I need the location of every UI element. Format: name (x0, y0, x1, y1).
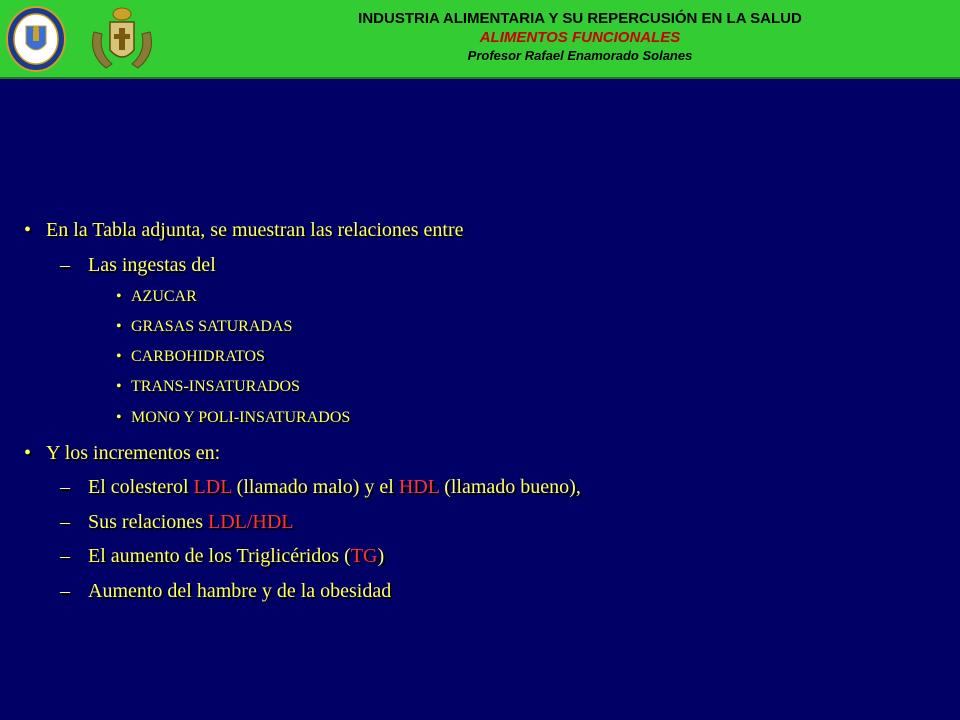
ldl-term: LDL (193, 476, 232, 498)
text-part: (llamado bueno), (439, 476, 581, 498)
ratio-term: LDL/HDL (207, 511, 294, 533)
bullet-icon: • (116, 318, 122, 335)
crest-logo (86, 6, 158, 76)
sub-item-text: Aumento del hambre y de la obesidad (88, 580, 392, 602)
bullet-icon: • (116, 378, 122, 395)
topic-title: ALIMENTOS FUNCIONALES (479, 29, 681, 46)
text-part: ) (377, 545, 385, 567)
bullet-icon: • (116, 288, 122, 305)
bullet-icon: • (116, 409, 122, 426)
list-item-text: CARBOHIDRATOS (131, 348, 265, 365)
list-item-text: GRASAS SATURADAS (131, 318, 293, 335)
university-seal-logo (6, 6, 66, 72)
text-part: El colesterol (88, 476, 194, 498)
slide-header (0, 0, 960, 79)
professor-name: Profesor Rafael Enamorado Solanes (467, 48, 693, 63)
list-item-text: MONO Y POLI-INSATURADOS (131, 409, 351, 426)
sub-item-text: Las ingestas del (88, 254, 216, 276)
bullet-icon: • (24, 219, 32, 241)
bullet-text: Y los incrementos en: (46, 442, 221, 464)
sub-item-text (88, 476, 581, 499)
dash-icon: – (60, 545, 70, 567)
bullet-icon: • (24, 442, 32, 464)
text-part: (llamado malo) y el (231, 476, 399, 498)
dash-icon: – (60, 476, 70, 498)
bullet-icon: • (116, 348, 122, 365)
header-titles (200, 10, 960, 65)
course-title: INDUSTRIA ALIMENTARIA Y SU REPERCUSIÓN EN LA SALUD (358, 10, 802, 27)
dash-icon: – (60, 254, 70, 276)
hdl-term: HDL (398, 476, 440, 498)
dash-icon: – (60, 511, 70, 533)
tg-term: TG (350, 545, 378, 567)
sub-item-text (88, 545, 384, 568)
bullet-text: En la Tabla adjunta, se muestran las relaciones entre (46, 219, 464, 241)
dash-icon: – (60, 580, 70, 602)
list-item-text: TRANS-INSATURADOS (131, 378, 300, 395)
sub-item-text (88, 511, 294, 534)
text-part: Sus relaciones (88, 511, 208, 533)
text-part: El aumento de los Triglicéridos ( (88, 545, 351, 567)
list-item-text: AZUCAR (131, 288, 197, 305)
